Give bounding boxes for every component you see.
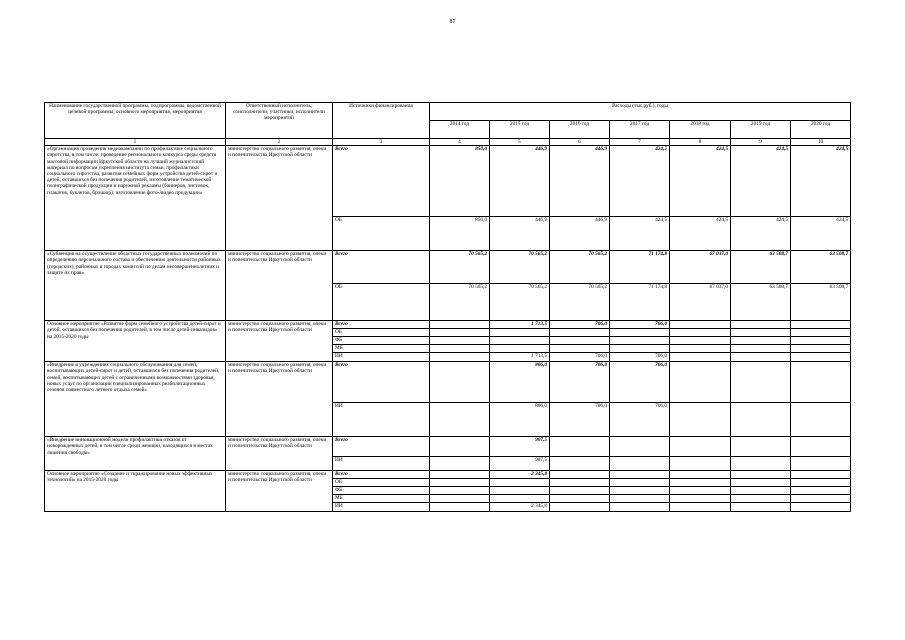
- expense-value: 706,0: [610, 362, 670, 403]
- expense-value: 63 508,7: [731, 284, 791, 321]
- header-year: 2020 год: [791, 121, 851, 139]
- expense-value: 706,0: [610, 403, 670, 437]
- expense-value: [670, 329, 731, 337]
- expense-value: 67 037,0: [670, 251, 731, 284]
- column-index: 6: [550, 139, 610, 146]
- expense-value: [610, 487, 670, 495]
- funding-source: ИИ: [333, 403, 430, 437]
- funding-source: Всего: [333, 362, 430, 403]
- expense-value: 424,5: [610, 146, 670, 217]
- expense-value: 907,5: [490, 457, 550, 471]
- expense-value: 71 174,8: [610, 251, 670, 284]
- funding-source: ИИ: [333, 457, 430, 471]
- executor: министерство социального развития, опеки и попечительства Иркутской области: [226, 251, 333, 321]
- expense-value: [731, 437, 791, 457]
- expense-value: [670, 503, 731, 512]
- expense-value: 424,5: [610, 217, 670, 251]
- expense-value: [550, 479, 610, 487]
- header-year: 2019 год: [731, 121, 791, 139]
- expense-value: [490, 479, 550, 487]
- funding-source: ИИ: [333, 503, 430, 512]
- funding-source: ОБ: [333, 329, 430, 337]
- expense-value: 1 713,5: [490, 353, 550, 362]
- expense-value: 446,9: [550, 146, 610, 217]
- funding-source: ОБ: [333, 217, 430, 251]
- expense-value: [791, 362, 851, 403]
- expense-value: 706,0: [550, 403, 610, 437]
- expense-value: [670, 457, 731, 471]
- header-name: Наименование государственной программы, подпрограммы, ведомственной целевой программы, основного мероприятия, мероприятия: [45, 103, 226, 139]
- activity-name: «Организация проведения медиакампании по профилактике социального сиротства, в том числе: проведение регионального конкурса среды средств массовой информации Иркутской области на лучший журналистский материал по вопросам укрепления института семьи, профилактики социального сиротства, развития семейных форм устройства детей-сирот и детей, оставшихся без попечения родителей, изготовление тематической полиграфической продукции и наружной рекламы (баннеров, листовок, плакатов, буклетов, брошюр); изготовление фото-/видео продукции»: [45, 146, 226, 251]
- table-row: [45, 146, 851, 217]
- expense-value: [430, 345, 490, 353]
- funding-source: Всего: [333, 321, 430, 329]
- executor: министерство социального развития, опеки и попечительства Иркутской области: [226, 471, 333, 512]
- expense-value: [670, 487, 731, 495]
- header-year: 2015 год: [490, 121, 550, 139]
- expense-value: [550, 337, 610, 345]
- expense-value: [670, 403, 731, 437]
- expense-value: 70 565,2: [430, 284, 490, 321]
- funding-source: ФБ: [333, 487, 430, 495]
- table-row: [45, 471, 851, 479]
- expense-value: [791, 495, 851, 503]
- expense-value: 70 565,2: [490, 251, 550, 284]
- expense-value: [430, 495, 490, 503]
- expense-value: 1 713,5: [490, 321, 550, 329]
- expense-value: 63 508,7: [731, 251, 791, 284]
- expense-value: 806,0: [490, 362, 550, 403]
- expense-value: [610, 503, 670, 512]
- funding-source: Всего: [333, 437, 430, 457]
- expense-value: [550, 503, 610, 512]
- expense-value: [731, 479, 791, 487]
- expense-value: 706,0: [610, 321, 670, 329]
- expense-value: [430, 479, 490, 487]
- expense-value: [430, 471, 490, 479]
- expense-value: 706,0: [550, 321, 610, 329]
- expense-value: 2 345,8: [490, 503, 550, 512]
- column-index: 1: [45, 139, 226, 146]
- column-index: 4: [430, 139, 490, 146]
- activity-name: Основное мероприятие «Создание и тиражирование новых эффективных технологий» на 2015-2020 годы: [45, 471, 226, 512]
- header-year: 2016 год: [550, 121, 610, 139]
- expense-value: [731, 321, 791, 329]
- expense-value: [610, 479, 670, 487]
- expense-value: [550, 471, 610, 479]
- expense-value: [791, 329, 851, 337]
- expense-value: [731, 495, 791, 503]
- expense-value: 63 508,7: [791, 251, 851, 284]
- expense-value: [670, 321, 731, 329]
- executor: министерство социального развития, опеки и попечительства Иркутской области: [226, 362, 333, 437]
- executor: министерство социального развития, опеки и попечительства Иркутской области: [226, 146, 333, 251]
- header-source: Источники финансирования: [333, 103, 430, 139]
- expense-value: [731, 329, 791, 337]
- header-year: 2017 год: [610, 121, 670, 139]
- header-year: 2018 год: [670, 121, 731, 139]
- expense-value: 63 508,7: [791, 284, 851, 321]
- header-year: 2014 год: [430, 121, 490, 139]
- expense-value: [490, 495, 550, 503]
- expense-value: 446,9: [490, 146, 550, 217]
- expense-value: [670, 495, 731, 503]
- expense-value: [791, 403, 851, 437]
- expense-value: [550, 437, 610, 457]
- expense-value: [731, 487, 791, 495]
- expense-value: [791, 471, 851, 479]
- expense-value: [791, 479, 851, 487]
- header-executor: Ответственный исполнитель, соисполнители, участники, исполнители мероприятий: [226, 103, 333, 139]
- executor: министерство социального развития, опеки и попечительства Иркутской области: [226, 321, 333, 362]
- expense-value: [490, 329, 550, 337]
- expense-value: 424,5: [791, 146, 851, 217]
- expense-value: [791, 487, 851, 495]
- expense-value: [610, 471, 670, 479]
- expense-value: 424,5: [670, 217, 731, 251]
- expense-value: [610, 495, 670, 503]
- expense-value: 806,0: [490, 403, 550, 437]
- expense-value: 70 565,2: [430, 251, 490, 284]
- expense-value: [610, 437, 670, 457]
- table-row: [45, 321, 851, 329]
- expense-value: [550, 487, 610, 495]
- expense-value: 706,0: [610, 353, 670, 362]
- expense-value: 2 345,8: [490, 471, 550, 479]
- activity-name: «Внедрение в учреждениях социального обслуживания для семей, воспитывающих детей-сирот и детей, оставшихся без попечения родителей, семей, воспитывающих детей с ограниченными возможностями здоровья, новых услуг по организации специализированных реабилитационных сезонов совместного летнего отдыха семей»: [45, 362, 226, 437]
- expense-value: [550, 345, 610, 353]
- expense-value: [670, 437, 731, 457]
- budget-table: [44, 102, 851, 512]
- expense-value: 706,0: [550, 353, 610, 362]
- expense-value: [610, 337, 670, 345]
- expense-value: 446,9: [550, 217, 610, 251]
- expense-value: [670, 471, 731, 479]
- table-row: [45, 437, 851, 457]
- executor: министерство социального развития, опеки и попечительства Иркутской области: [226, 437, 333, 471]
- expense-value: [791, 321, 851, 329]
- expense-value: [550, 495, 610, 503]
- expense-value: 67 037,0: [670, 284, 731, 321]
- funding-source: МБ: [333, 495, 430, 503]
- expense-value: [430, 503, 490, 512]
- header-expenses: Расходы (тыс.руб.), годы: [430, 103, 851, 121]
- expense-value: [430, 487, 490, 495]
- column-index: 9: [731, 139, 791, 146]
- expense-value: [490, 487, 550, 495]
- expense-value: [670, 345, 731, 353]
- expense-value: [430, 353, 490, 362]
- funding-source: Всего: [333, 146, 430, 217]
- expense-value: [430, 457, 490, 471]
- column-index: 2: [226, 139, 333, 146]
- funding-source: ОБ: [333, 479, 430, 487]
- expense-value: 424,5: [731, 217, 791, 251]
- expense-value: [670, 337, 731, 345]
- expense-value: [791, 503, 851, 512]
- expense-value: [731, 471, 791, 479]
- expense-value: [430, 362, 490, 403]
- table-row: [45, 362, 851, 403]
- expense-value: 424,5: [731, 146, 791, 217]
- expense-value: [791, 353, 851, 362]
- expense-value: [731, 457, 791, 471]
- column-index: 5: [490, 139, 550, 146]
- activity-name: Основное мероприятие «Развитие форм семейного устройства детей-сирот и детей, оставшихся без попечения родителей, в том числе детей-инвалидов» на 2015-2020 годы: [45, 321, 226, 362]
- expense-value: [731, 362, 791, 403]
- expense-value: [430, 329, 490, 337]
- activity-name: «Внедрение инновационной модели профилактики отказов от новорожденных детей, в том числе среди женщин, находящихся в местах лишения свободы»: [45, 437, 226, 471]
- expense-value: [490, 345, 550, 353]
- expense-value: 424,5: [791, 217, 851, 251]
- expense-value: [791, 345, 851, 353]
- expense-value: [550, 329, 610, 337]
- funding-source: Всего: [333, 251, 430, 284]
- page-number: 87: [449, 19, 456, 25]
- funding-source: ОБ: [333, 284, 430, 321]
- funding-source: МБ: [333, 345, 430, 353]
- expense-value: 850,0: [430, 146, 490, 217]
- expense-value: [490, 337, 550, 345]
- column-index: 8: [670, 139, 731, 146]
- column-index: 10: [791, 139, 851, 146]
- expense-value: 424,5: [670, 146, 731, 217]
- expense-value: [550, 457, 610, 471]
- expense-value: [670, 479, 731, 487]
- expense-value: [731, 503, 791, 512]
- expense-value: [430, 403, 490, 437]
- expense-value: [731, 337, 791, 345]
- expense-value: 706,0: [550, 362, 610, 403]
- funding-source: ФБ: [333, 337, 430, 345]
- funding-source: Всего: [333, 471, 430, 479]
- expense-value: 446,9: [490, 217, 550, 251]
- table-row: [45, 251, 851, 284]
- expense-value: 70 565,2: [550, 251, 610, 284]
- column-index: 7: [610, 139, 670, 146]
- expense-value: [731, 353, 791, 362]
- expense-value: [670, 362, 731, 403]
- expense-value: [670, 353, 731, 362]
- expense-value: [731, 345, 791, 353]
- expense-value: [610, 329, 670, 337]
- activity-name: «Субвенция на осуществление областных государственных полномочий по определению персонального состава и обеспечению деятельности районных (городских), районных в городах комиссий по делам несовершеннолетних и защите их прав»: [45, 251, 226, 321]
- expense-value: [610, 345, 670, 353]
- expense-value: 907,5: [490, 437, 550, 457]
- expense-value: [430, 437, 490, 457]
- column-index: 3: [333, 139, 430, 146]
- expense-value: [430, 321, 490, 329]
- expense-value: [731, 403, 791, 437]
- expense-value: 71 174,8: [610, 284, 670, 321]
- expense-value: [610, 457, 670, 471]
- funding-source: ИИ: [333, 353, 430, 362]
- expense-value: [791, 437, 851, 457]
- expense-value: 70 565,2: [550, 284, 610, 321]
- expense-value: [430, 337, 490, 345]
- expense-value: 70 565,2: [490, 284, 550, 321]
- expense-value: [791, 337, 851, 345]
- expense-value: [791, 457, 851, 471]
- expense-value: 850,0: [430, 217, 490, 251]
